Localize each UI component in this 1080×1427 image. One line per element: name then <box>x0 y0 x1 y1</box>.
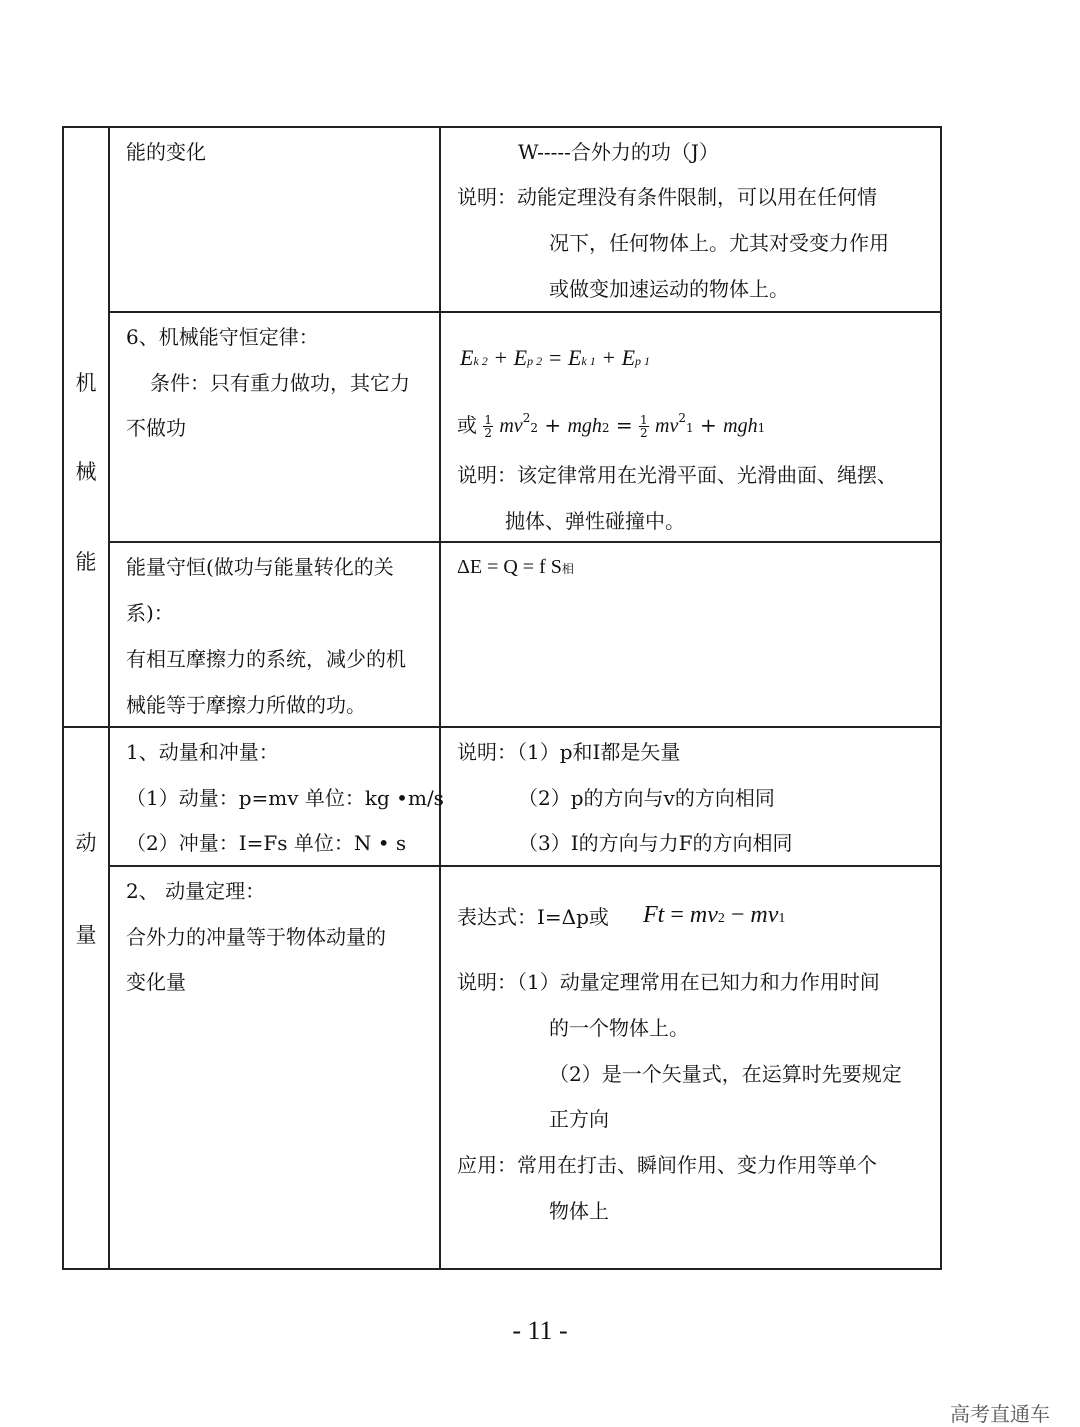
application-line: 应用：常用在打击、瞬间作用、变力作用等单个 <box>457 1153 877 1177</box>
table-bottom-border <box>62 1268 942 1270</box>
category-char: 机 <box>75 371 97 395</box>
row-title: 2、 动量定理： <box>126 879 266 903</box>
category-char: 量 <box>75 923 97 947</box>
page-number: - 11 - <box>512 1316 568 1345</box>
row-text: 有相互摩擦力的系统，减少的机 <box>126 647 406 671</box>
note-line: 或做变加速运动的物体上。 <box>549 277 789 301</box>
energy-conservation-formula: Ek 2 + Ep 2 = Ek 1 + Ep 1 <box>460 345 651 370</box>
note-line: （3）I的方向与力F的方向相同 <box>518 831 793 855</box>
content-column-divider <box>439 126 441 1270</box>
note-line: （2）p的方向与v的方向相同 <box>518 786 775 810</box>
work-definition: W-----合外力的功（J） <box>518 140 719 164</box>
energy-heat-formula: ΔE = Q = f S相 <box>457 556 574 578</box>
category-char: 能 <box>75 550 97 574</box>
row-title: 能的变化 <box>126 140 206 164</box>
expression-label: 表达式：I=Δp或 <box>457 905 609 929</box>
category-char: 械 <box>75 460 97 484</box>
row-text: 合外力的冲量等于物体动量的 <box>126 925 386 949</box>
row-title: 6、机械能守恒定律： <box>126 325 319 349</box>
note-line: 抛体、弹性碰撞中。 <box>505 509 685 533</box>
row-text: 械能等于摩擦力所做的功。 <box>126 693 366 717</box>
note-line: 况下，任何物体上。尤其对受变力作用 <box>549 231 889 255</box>
category-char: 动 <box>75 831 97 855</box>
row-title: 能量守恒(做功与能量转化的关 <box>126 555 394 579</box>
momentum-definition: （1）动量：p=mv 单位：kg •m/s <box>126 786 444 810</box>
row-divider <box>108 541 942 543</box>
note-line: 说明：（1）p和I都是矢量 <box>457 740 681 764</box>
kinetic-potential-formula: 或 $\frac{1}{2}$ $mv^22 + mgh2$ = $\frac{1}{2}$ $mv^21 + mgh1$ <box>457 411 766 440</box>
category-column-divider <box>108 126 110 1270</box>
condition-line: 不做功 <box>126 416 186 440</box>
section-divider <box>62 726 942 728</box>
note-line: 说明：该定律常用在光滑平面、光滑曲面、绳摆、 <box>457 463 897 487</box>
note-line: 的一个物体上。 <box>549 1016 689 1040</box>
momentum-theorem-formula: Ft = mv2 − mv1 <box>643 902 786 928</box>
note-line: 说明：（1）动量定理常用在已知力和力作用时间 <box>457 970 880 994</box>
row-text: 系)： <box>126 601 174 625</box>
note-line: 正方向 <box>549 1107 609 1131</box>
impulse-definition: （2）冲量：I=Fs 单位：N • s <box>126 831 407 855</box>
note-line: （2）是一个矢量式，在运算时先要规定 <box>549 1062 902 1086</box>
condition-line: 条件：只有重力做功，其它力 <box>150 371 410 395</box>
application-line: 物体上 <box>549 1199 609 1223</box>
watermark: 高考直通车 <box>950 1402 1050 1426</box>
table-top-border <box>62 126 942 128</box>
row-divider <box>108 865 942 867</box>
row-text: 变化量 <box>126 970 186 994</box>
row-divider <box>108 311 942 313</box>
note-line: 说明：动能定理没有条件限制，可以用在任何情 <box>457 185 877 209</box>
table-left-border <box>62 126 64 1270</box>
row-title: 1、动量和冲量： <box>126 740 279 764</box>
table-right-border <box>940 126 942 1270</box>
